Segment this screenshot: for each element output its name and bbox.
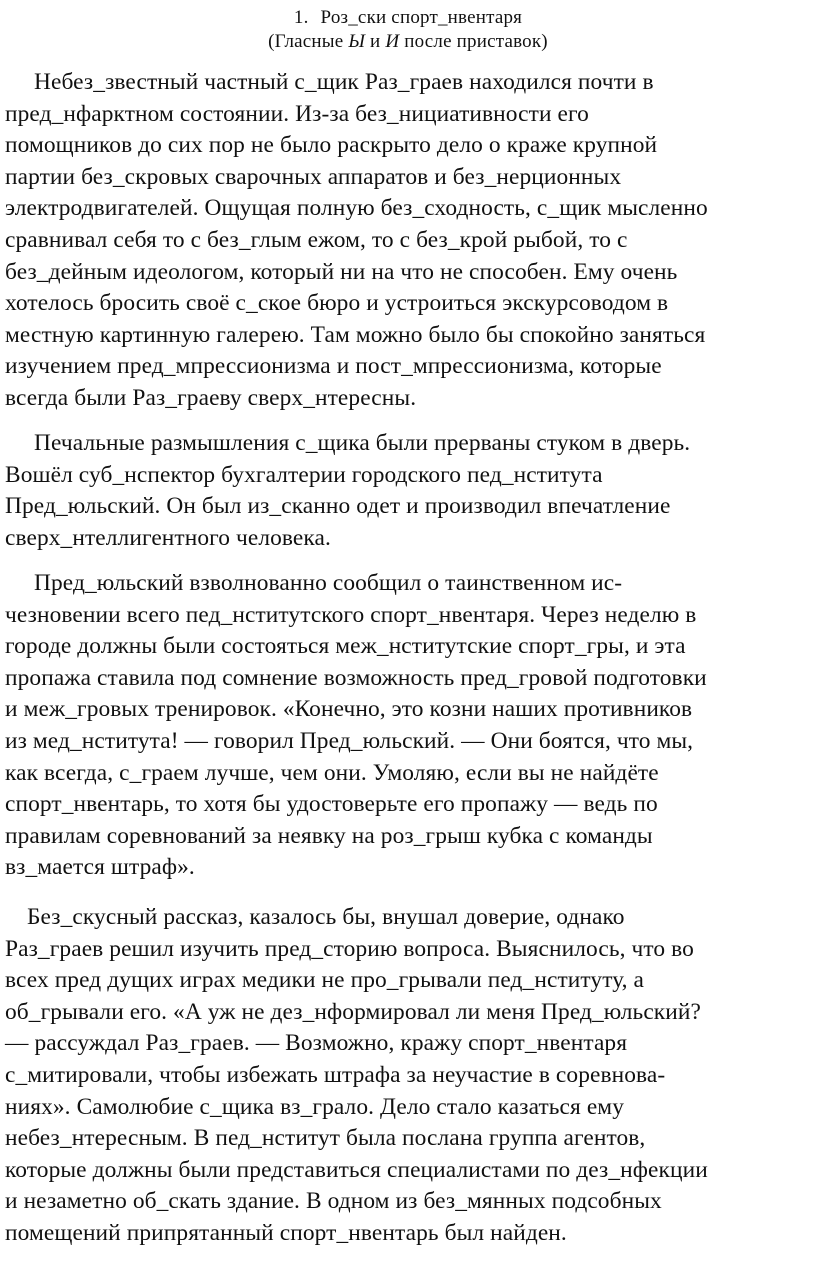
text-line: — рассуждал Раз_граев. — Возможно, кражу спорт_нвентаря (5, 1030, 628, 1057)
text-line: изучением пред_мпрессионизма и пост_мпрессионизма, которые (5, 353, 662, 380)
subtitle-and: и (365, 31, 386, 52)
text-line: об_грывали его. «А уж не дез_нформировал ли меня Пред_юльский? (5, 998, 701, 1025)
text-line: всегда были Раз_граеву сверх_нтересны. (5, 384, 417, 411)
text-line: которые должны были представиться специалистами по дез_нфекции (5, 1156, 708, 1183)
text-line: местную картинную галерею. Там можно было бы спокойно заняться (5, 321, 706, 348)
exercise-subtitle (0, 30, 816, 54)
text-line: Раз_граев решил изучить пред_сторию вопроса. Выяснилось, что во (5, 935, 694, 962)
text-line: и меж_гровых тренировок. «Конечно, это козни наших противников (5, 696, 693, 723)
text-line: Небез_звестный частный с_щик Раз_граев находился почти в (34, 69, 654, 95)
text-line: партии без_скровых сварочных аппаратов и без_нерционных (5, 163, 622, 190)
text-line: всех пред дущих играх медики не про_грывали пед_нституту, а (5, 967, 645, 994)
text-line: и незаметно об_скать здание. В одном из без_мянных подсобных (5, 1188, 662, 1215)
text-line: сравнивал себя то с без_глым ежом, то с без_крой рыбой, то с (5, 226, 628, 253)
exercise-number: 1. (293, 7, 309, 28)
text-line: электродвигателей. Ощущая полную без_сходность, с_щик мысленно (5, 195, 708, 222)
text-line: небез_нтересным. В пед_нститут была послана группа агентов, (5, 1125, 646, 1152)
text-line: Пред_юльский взволнованно сообщил о таинственном ис- (34, 570, 623, 596)
exercise-title: Роз_ски спорт_нвентаря (320, 7, 523, 28)
text-line: Печальные размышления с_щика были прерваны стуком в дверь. (34, 430, 691, 456)
text-line: без_дейным идеологом, который ни на что не способен. Ему очень (5, 258, 678, 285)
paragraph-3 (5, 568, 813, 884)
paragraph-4 (5, 902, 813, 1250)
subtitle-letter-y: Ы (348, 31, 366, 52)
text-line: пред_нфарктном состоянии. Из-за без_нициативности его (5, 100, 589, 127)
text-line: из мед_нститута! — говорил Пред_юльский. — Они боятся, что мы, (5, 727, 694, 754)
text-line: с_митировали, чтобы избежать штрафа за неучастие в соревнова- (5, 1061, 666, 1088)
text-line: помещений припрятанный спорт_нвентарь был найден. (5, 1219, 567, 1246)
text-line: вз_мается штраф». (5, 854, 195, 881)
exercise-title-line (0, 6, 816, 30)
text-line: правилам соревнований за неявку на роз_грыш кубка с команды (5, 822, 653, 849)
text-line: Пред_юльский. Он был из_сканно одет и производил впечатление (5, 493, 671, 520)
text-line: как всегда, с_граем лучше, чем они. Умоляю, если вы не найдёте (5, 759, 659, 786)
exercise-header (0, 0, 816, 54)
text-line: помощников до сих пор не было раскрыто дело о краже крупной (5, 132, 658, 159)
text-line: ниях». Самолюбие с_щика вз_грало. Дело стало казаться ему (5, 1093, 625, 1120)
text-line: городе должны были состояться меж_нститутские спорт_гры, и эта (5, 633, 686, 660)
subtitle-letter-i: И (385, 31, 400, 52)
text-line: спорт_нвентарь, то хотя бы удостоверьте его пропажу — ведь по (5, 791, 658, 818)
text-line: пропажа ставила под сомнение возможность пред_гровой подготовки (5, 664, 707, 691)
paragraph-2 (5, 428, 813, 554)
text-line: сверх_нтеллигентного человека. (5, 524, 331, 551)
subtitle-open: (Гласные (268, 31, 349, 52)
text-line: чезновении всего пед_нститутского спорт_нвентаря. Через неделю в (5, 601, 697, 628)
text-line: Без_скусный рассказ, казалось бы, внушал доверие, однако (27, 904, 625, 930)
subtitle-close: после приставок) (399, 31, 548, 52)
text-line: Вошёл суб_нспектор бухгалтерии городского пед_нститута (5, 461, 603, 488)
paragraph-1 (5, 67, 813, 415)
text-line: хотелось бросить своё с_ское бюро и устроиться экскурсоводом в (5, 290, 669, 317)
